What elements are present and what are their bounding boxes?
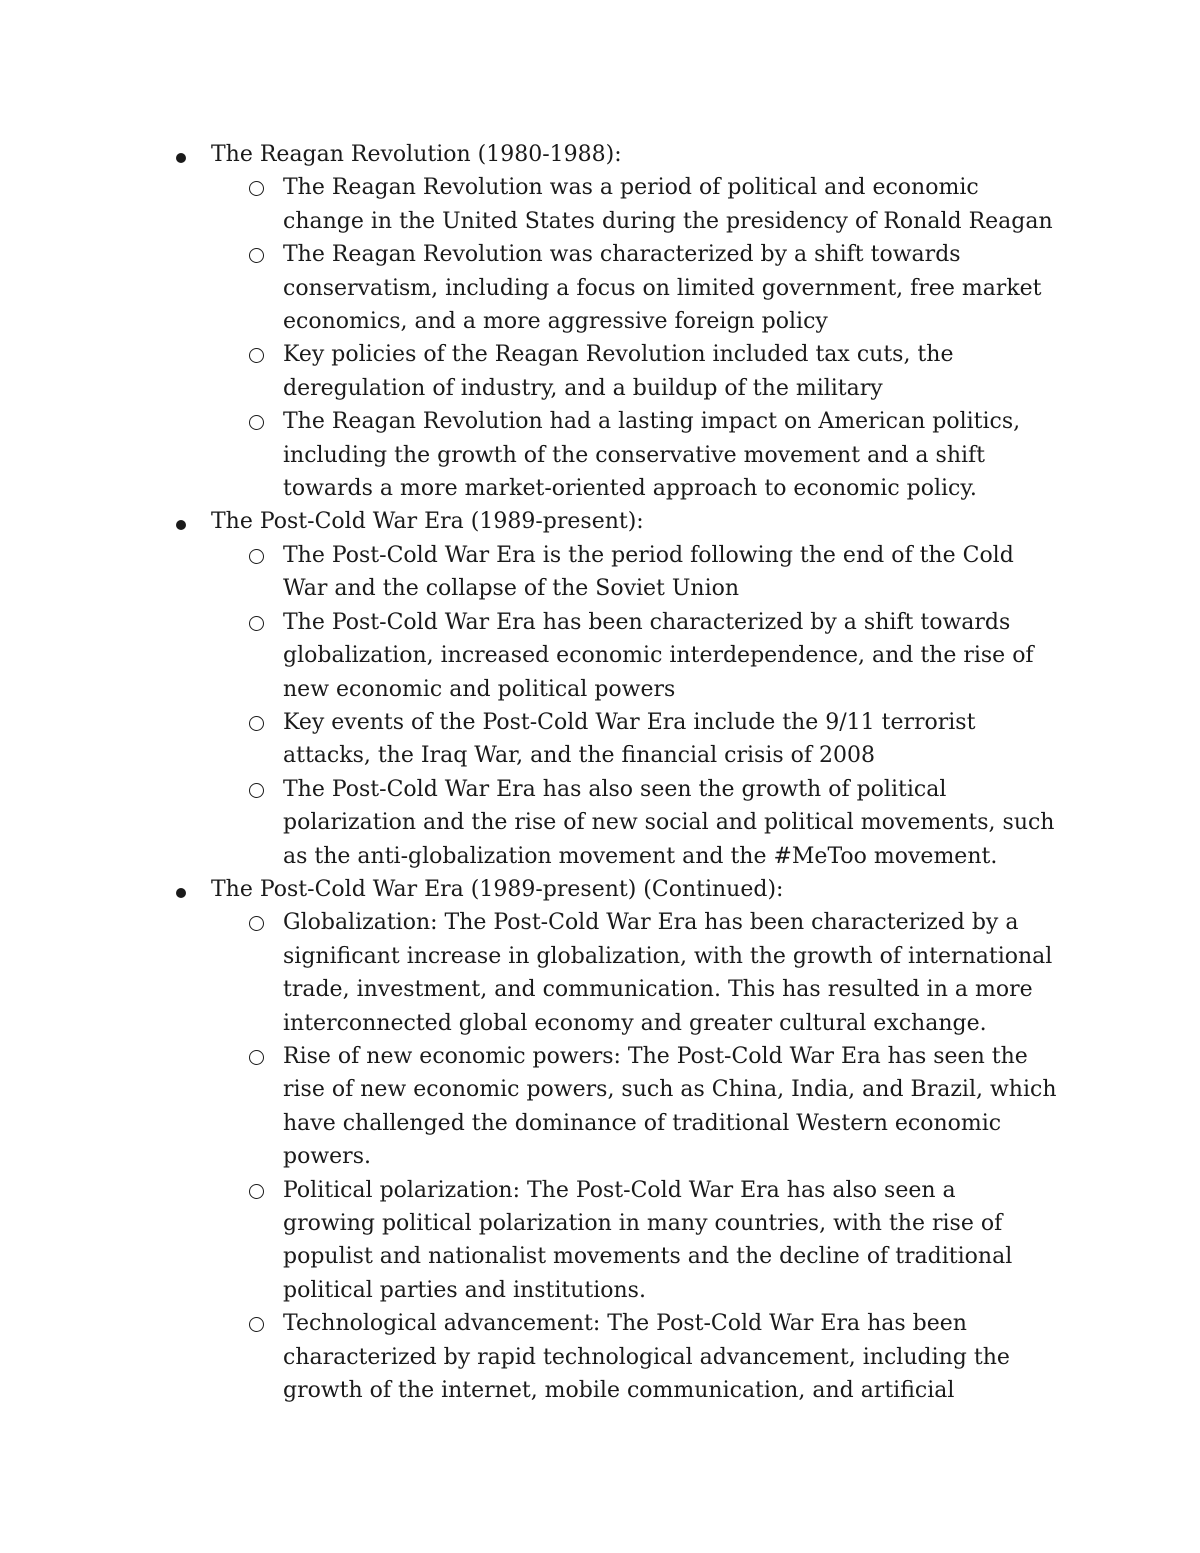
section-heading: The Reagan Revolution (1980-1988): <box>211 142 622 167</box>
text-line: significant increase in globalization, with the growth of international <box>283 943 1053 969</box>
list-item <box>0 338 1073 405</box>
text-line: Technological advancement: The Post-Cold War Era has been <box>283 1311 967 1337</box>
outline-section <box>0 138 1200 505</box>
text-line: The Post-Cold War Era has also seen the growth of political <box>283 776 947 802</box>
outline-section <box>0 505 1200 872</box>
text-line: The Reagan Revolution was characterized by a shift towards <box>283 242 961 268</box>
hollow-bullet-icon <box>249 616 264 631</box>
section-heading: The Post-Cold War Era (1989-present): <box>211 509 644 535</box>
text-line: growth of the internet, mobile communication, and artificial <box>283 1378 955 1404</box>
text-line: growing political polarization in many countries, with the rise of <box>283 1211 1003 1236</box>
text-line: The Post-Cold War Era is the period following the end of the Cold <box>283 542 1014 568</box>
hollow-bullet-icon <box>249 181 264 196</box>
text-line: towards a more market-oriented approach to economic policy. <box>283 476 977 502</box>
text-line: populist and nationalist movements and the decline of traditional <box>283 1244 1013 1270</box>
text-line: including the growth of the conservative movement and a shift <box>283 442 986 468</box>
text-line: The Reagan Revolution was a period of political and economic <box>283 175 979 201</box>
document-page <box>0 138 1200 1407</box>
text-line: powers. <box>283 1144 371 1170</box>
list-item <box>0 405 1073 505</box>
list-item <box>0 171 1073 238</box>
outline-section <box>0 873 1200 1408</box>
text-line: change in the United States during the presidency of Ronald Reagan <box>283 208 1053 234</box>
text-line: Key policies of the Reagan Revolution included tax cuts, the <box>283 342 954 368</box>
hollow-bullet-icon <box>249 1317 264 1332</box>
section-heading-row <box>0 873 1200 906</box>
text-line: The Reagan Revolution had a lasting impact on American politics, <box>283 409 1021 435</box>
text-line: Rise of new economic powers: The Post-Cold War Era has seen the <box>283 1043 1028 1069</box>
text-line: globalization, increased economic interdependence, and the rise of <box>283 643 1034 669</box>
filled-bullet-icon <box>176 888 186 898</box>
text-line: economics, and a more aggressive foreign policy <box>283 309 828 335</box>
text-line: Globalization: The Post-Cold War Era has been characterized by a <box>283 910 1019 936</box>
list-item <box>0 773 1073 873</box>
text-line: Key events of the Post-Cold War Era include the 9/11 terrorist <box>283 709 976 735</box>
list-item <box>0 906 1073 1040</box>
text-line: trade, investment, and communication. This has resulted in a more <box>283 977 1033 1003</box>
list-item <box>0 539 1073 606</box>
hollow-bullet-icon <box>249 1184 264 1199</box>
filled-bullet-icon <box>176 153 186 163</box>
text-line: new economic and political powers <box>283 676 676 702</box>
hollow-bullet-icon <box>249 549 264 564</box>
text-line: political parties and institutions. <box>283 1277 646 1303</box>
list-item <box>0 1174 1073 1308</box>
text-line: have challenged the dominance of traditional Western economic <box>283 1110 1002 1136</box>
text-line: polarization and the rise of new social and political movements, such <box>283 810 1055 836</box>
section-heading: The Post-Cold War Era (1989-present) (Continued): <box>211 876 784 902</box>
hollow-bullet-icon <box>249 783 264 798</box>
hollow-bullet-icon <box>249 1050 264 1065</box>
list-item <box>0 238 1073 338</box>
text-line: War and the collapse of the Soviet Union <box>283 576 740 602</box>
text-line: The Post-Cold War Era has been characterized by a shift towards <box>283 609 1011 635</box>
text-line: characterized by rapid technological advancement, including the <box>283 1344 1010 1370</box>
hollow-bullet-icon <box>249 248 264 263</box>
list-item <box>0 1307 1073 1407</box>
hollow-bullet-icon <box>249 716 264 731</box>
text-line: as the anti-globalization movement and the #MeToo movement. <box>283 843 998 869</box>
section-heading-row <box>0 505 1200 538</box>
text-line: Political polarization: The Post-Cold War Era has also seen a <box>283 1177 956 1203</box>
filled-bullet-icon <box>176 520 186 530</box>
list-item <box>0 1040 1073 1174</box>
text-line: conservatism, including a focus on limited government, free market <box>283 275 1042 301</box>
section-heading-row <box>0 138 1200 171</box>
text-line: attacks, the Iraq War, and the financial crisis of 2008 <box>283 743 876 769</box>
text-line: deregulation of industry, and a buildup of the military <box>283 375 883 401</box>
hollow-bullet-icon <box>249 916 264 931</box>
list-item <box>0 706 1073 773</box>
text-line: rise of new economic powers, such as China, India, and Brazil, which <box>283 1077 1057 1103</box>
list-item <box>0 606 1073 706</box>
hollow-bullet-icon <box>249 348 264 363</box>
hollow-bullet-icon <box>249 415 264 430</box>
text-line: interconnected global economy and greater cultural exchange. <box>283 1010 987 1036</box>
